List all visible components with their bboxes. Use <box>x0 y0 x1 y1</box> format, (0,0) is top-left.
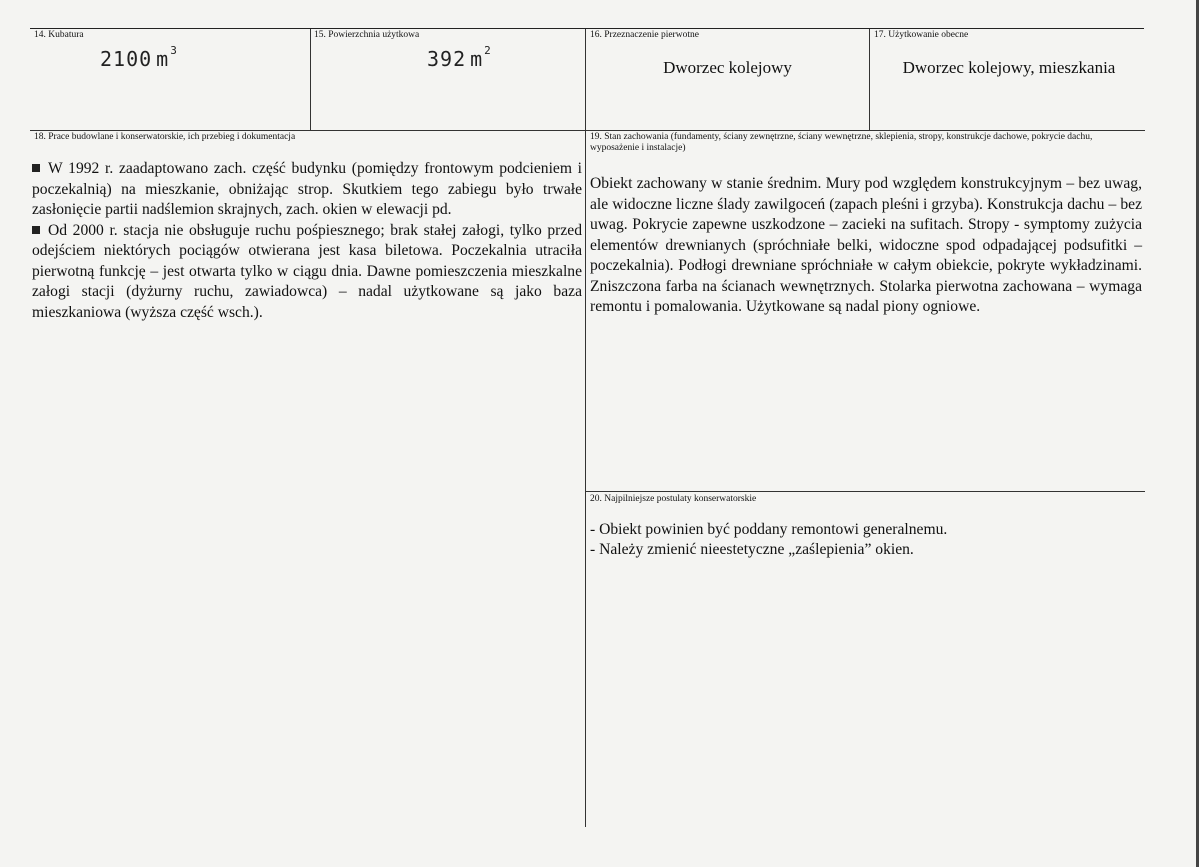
divider <box>30 130 1145 131</box>
stan-label: 19. Stan zachowania (fundamenty, ściany zewnętrzne, ściany wewnętrzne, sklepienia, stropy, konstrukcje dachowe, pokrycie dachu, wyposażenie i instalacje) <box>590 132 1093 153</box>
divider <box>585 29 586 130</box>
kubatura-number: 2100 <box>100 47 153 71</box>
divider <box>585 491 1145 492</box>
powierzchnia-exponent: 2 <box>484 44 492 58</box>
divider <box>869 29 870 130</box>
kubatura-label: 14. Kubatura <box>34 30 84 40</box>
postulaty-list <box>590 520 1142 560</box>
powierzchnia-unit: m <box>470 47 484 71</box>
kubatura-exponent: 3 <box>170 44 178 58</box>
przeznaczenie-label: 16. Przeznaczenie pierwotne <box>590 30 699 40</box>
postulat-item: - Należy zmienić nieestetyczne „zaślepienia” okien. <box>590 541 914 558</box>
postulaty-label: 20. Najpilniejsze postulaty konserwatorskie <box>590 494 757 504</box>
divider <box>310 29 311 130</box>
prace-p1-text: W 1992 r. zaadaptowano zach. część budynku (pomiędzy frontowym podcieniem i poczekalnią) na mieszkanie, obniżając strop. Skutkiem tego zabiegu było trwałe zasłonięcie partii nadślemion skrajnych, zach. okien w elewacji pd. <box>32 160 582 218</box>
przeznaczenie-value: Dworzec kolejowy <box>663 58 792 77</box>
powierzchnia-number: 392 <box>427 47 467 71</box>
divider <box>585 130 586 827</box>
stan-text <box>590 174 1142 318</box>
square-bullet-icon <box>32 226 40 234</box>
prace-paragraph-1 <box>32 159 582 221</box>
uzytkowanie-value: Dworzec kolejowy, mieszkania <box>902 58 1116 77</box>
prace-label: 18. Prace budowlane i konserwatorskie, ich przebieg i dokumentacja <box>34 132 296 142</box>
prace-paragraph-2 <box>32 221 582 324</box>
powierzchnia-value <box>427 44 492 71</box>
kubatura-value <box>100 44 178 71</box>
kubatura-unit: m <box>156 47 170 71</box>
top-border <box>30 28 1144 29</box>
postulat-item: - Obiekt powinien być poddany remontowi generalnemu. <box>590 521 948 538</box>
powierzchnia-label: 15. Powierzchnia użytkowa <box>314 30 420 40</box>
stan-paragraph: Obiekt zachowany w stanie średnim. Mury pod względem konstrukcyjnym – bez uwag, ale widoczne liczne ślady zawilgoceń (zapach pleśni i grzyba). Konstrukcja dachu – bez uwag. Pokrycie zapewne uszkodzone – zacieki na sufitach. Stropy - symptomy zużycia elementów drewnianych (spróchniałe belki, widoczne spod odpadającej podsufitki – poczekalnia). Podłogi drewniane spróchniałe w całym obiekcie, pokryte wykładzinami. Zniszczona farba na ścianach wewnętrznych. Stolarka pierwotna zachowana – wymaga remontu i pomalowania. Użytkowane są nadal piony ogniowe. <box>590 175 1142 315</box>
prace-text <box>32 159 582 323</box>
uzytkowanie-label: 17. Użytkowanie obecne <box>874 30 969 40</box>
square-bullet-icon <box>32 164 40 172</box>
prace-p2-text: Od 2000 r. stacja nie obsługuje ruchu pośpiesznego; brak stałej załogi, tylko przed odejściem niektórych pociągów otwierana jest kasa biletowa. Poczekalnia utraciła pierwotną funkcję – jest otwarta tylko w ciągu dnia. Dawne pomieszczenia mieszkalne załogi stacji (dyżurny ruchu, zawiadowca) – nadal użytkowane są jako baza mieszkaniowa (wyższa część wsch.). <box>32 221 582 321</box>
